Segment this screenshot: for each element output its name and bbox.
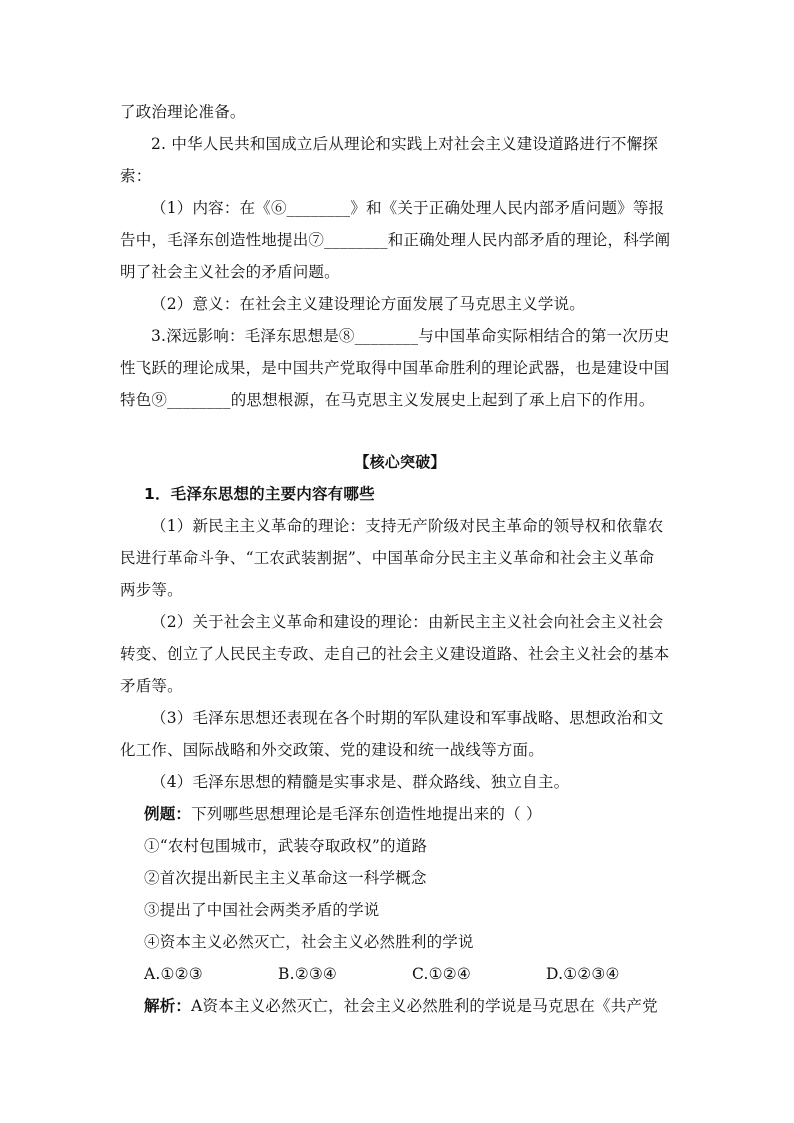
example-label: 例题： (144, 805, 192, 823)
text-line: 告中，毛泽东创造性地提出⑦________和正确处理人民内部矛盾的理论，科学阐 (120, 231, 671, 249)
example-item: ④资本主义必然灭亡，社会主义必然胜利的学说 (144, 933, 474, 951)
text-line: 了政治理论准备。 (120, 103, 246, 121)
option-c: C.①②④ (412, 965, 471, 983)
text-line: 2. 中华人民共和国成立后从理论和实践上对社会主义建设道路进行不懈探 (151, 135, 659, 153)
example-question-text: 下列哪些思想理论是毛泽东创造性地提出来的（ ） (191, 805, 542, 823)
section-heading: 1．毛泽东思想的主要内容有哪些 (144, 485, 375, 503)
text-line: （3）毛泽东思想还表现在各个时期的军队建设和军事战略、思想政治和文 (151, 709, 664, 727)
text-line: 转变、创立了人民民主专政、走自己的社会主义建设道路、社会主义社会的基本 (120, 645, 670, 663)
text-line: 特色⑨________的思想根源，在马克思主义发展史上起到了承上启下的作用。 (120, 391, 655, 409)
analysis (120, 990, 680, 1022)
example-item: ①“农村包围城市，武装夺取政权”的道路 (144, 837, 428, 855)
analysis-text: A资本主义必然灭亡，社会主义必然胜利的学说是马克思在《共产党 (191, 997, 658, 1015)
option-a: A.①②③ (144, 965, 203, 983)
text-line: 3.深远影响：毛泽东思想是⑧________与中国革命实际相结合的第一次历史 (151, 327, 670, 345)
example-question (120, 798, 680, 830)
text-line: （2）关于社会主义革命和建设的理论：由新民主主义社会向社会主义社会 (151, 613, 664, 631)
spacer (120, 416, 680, 446)
text-line: （1）新民主主义革命的理论：支持无产阶级对民主革命的领导权和依靠农 (151, 517, 664, 535)
option-d: D.①②③④ (546, 965, 620, 983)
answer-options (120, 958, 680, 990)
text-line: （2）意义：在社会主义建设理论方面发展了马克思主义学说。 (151, 295, 585, 313)
text-line: 两步等。 (120, 581, 183, 599)
text-line: 民进行革命斗争、“工农武装割据”、中国革命分民主主义革命和社会主义革命 (120, 549, 655, 567)
text-line: 化工作、国际战略和外交政策、党的建设和统一战线等方面。 (120, 741, 544, 759)
document-page (120, 96, 680, 1022)
text-line: 索： (120, 167, 152, 185)
example-item: ②首次提出新民主主义革命这一科学概念 (144, 869, 427, 887)
option-b: B.②③④ (278, 965, 338, 983)
text-line: 明了社会主义社会的矛盾问题。 (120, 263, 340, 281)
text-line: 性飞跃的理论成果，是中国共产党取得中国革命胜利的理论武器，也是建设中国 (120, 359, 670, 377)
text-line: 矛盾等。 (120, 677, 183, 695)
text-line: （1）内容：在《⑥________》和《关于正确处理人民内部矛盾问题》等报 (151, 199, 665, 217)
analysis-label: 解析： (144, 997, 192, 1015)
text-line: （4）毛泽东思想的精髓是实事求是、群众路线、独立自主。 (151, 773, 570, 791)
section-title: 【核心突破】 (354, 453, 446, 471)
example-item: ③提出了中国社会两类矛盾的学说 (144, 901, 380, 919)
